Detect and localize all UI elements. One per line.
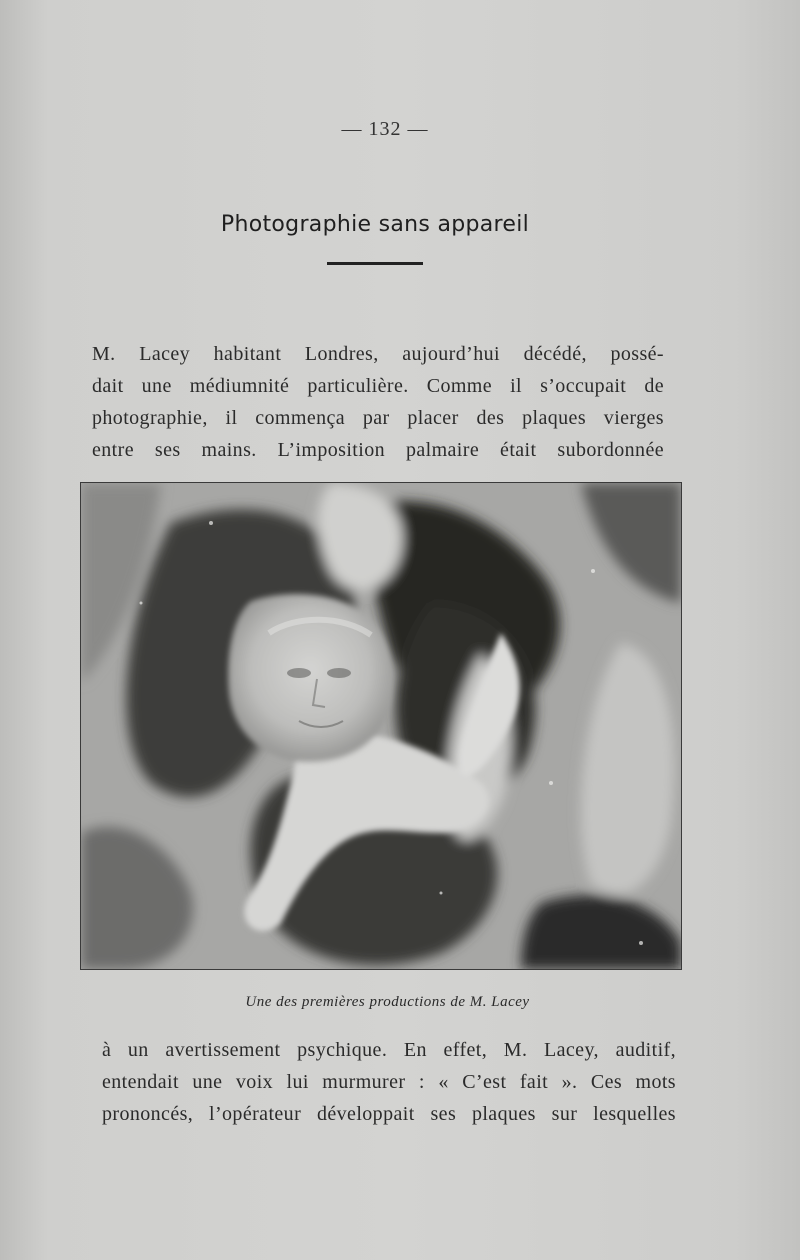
text-line: M. Lacey habitant Londres, aujourd’hui décédé, possé- <box>92 343 664 365</box>
text-line: prononcés, l’opérateur développait ses plaques sur lesquelles <box>102 1103 676 1125</box>
text-line: dait une médiumnité particulière. Comme il s’occupait de <box>92 375 664 397</box>
paragraph-intro <box>92 338 664 466</box>
photograph-image <box>81 483 681 969</box>
figure-caption: Une des premières productions de M. Lacey <box>245 994 530 1010</box>
page-number: — 132 — <box>341 118 429 140</box>
text-line: photographie, il commença par placer des plaques vierges <box>92 407 664 429</box>
text-line: entendait une voix lui murmurer : « C’est fait ». Ces mots <box>102 1071 676 1093</box>
text-line: à un avertissement psychique. En effet, M. Lacey, auditif, <box>102 1039 676 1061</box>
title-underline-rule <box>327 262 423 265</box>
paragraph-continued <box>102 1034 676 1130</box>
text-line: entre ses mains. L’imposition palmaire était subordonnée <box>92 439 664 461</box>
spirit-photograph <box>80 482 682 970</box>
section-title: Photographie sans appareil <box>220 212 530 237</box>
